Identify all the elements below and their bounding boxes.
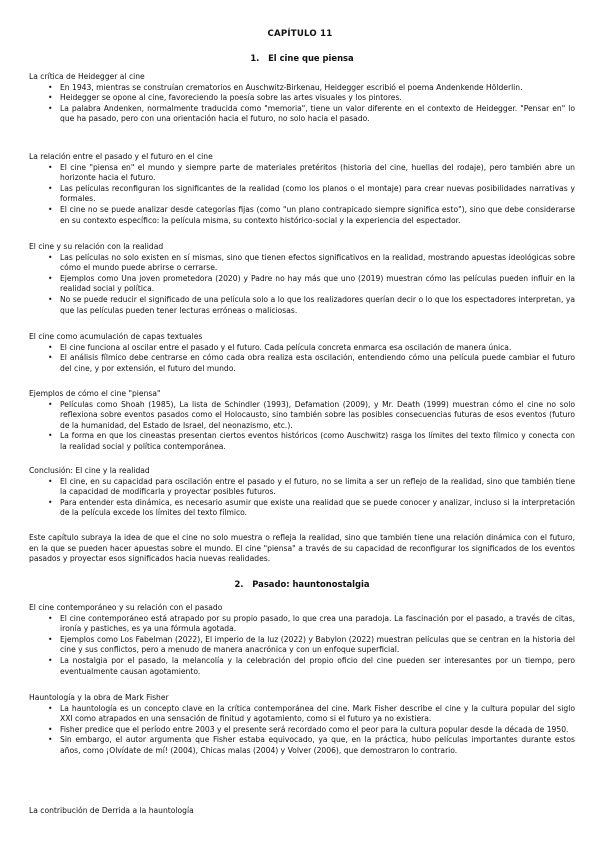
group-realidad (29, 242, 575, 316)
group-heading: El cine como acumulación de capas textuales (29, 332, 203, 341)
section-1-title (29, 53, 575, 64)
list-item: • Películas como Shoah (1985), La lista de Schindler (1993), Defamation (2009), y Mr. Death (1999) muestran cómo el cine no solo reflexiona sobre eventos pasados como el Holocausto, sino también sobre las posibles consecuencias futuras de esos eventos (futuro de la humanidad, del Estado de Israel, del neonazismo, etc.). (60, 400, 575, 432)
group-hauntologia (29, 693, 575, 757)
list-item: • La forma en que los cineastas presentan ciertos eventos históricos (como Auschwitz) rasga los límites del texto fílmico y conecta con la realidad social y política contemporánea. (60, 431, 575, 452)
group-heading: El cine y su relación con la realidad (29, 242, 164, 251)
group-heading: Ejemplos de cómo el cine "piensa" (29, 389, 161, 398)
list-item: • No se puede reducir el significado de una película solo a lo que los realizadores querían decir o lo que los espectadores interpretan, ya que las películas pueden tener lecturas erróneas o maliciosas. (60, 295, 575, 316)
list-item: • Ejemplos como Una joven prometedora (2020) y Padre no hay más que uno (2019) muestran cómo las películas pueden influir en la realidad social y política. (60, 274, 575, 295)
final-heading: La contribución de Derrida a la hauntología (29, 806, 194, 815)
section-2-header (29, 579, 575, 590)
bullet-list (29, 163, 575, 227)
bullet-list (29, 253, 575, 317)
group-capas (29, 332, 575, 374)
bullet-list (29, 704, 575, 757)
list-item: • La palabra Andenken, normalmente traducida como "memoria", tiene un valor diferente en el contexto de Heidegger. "Pensar en" lo que ha pasado, pero con una orientación hacia el futuro, no solo hacia el pasado. (60, 104, 575, 125)
group-heading: Hauntología y la obra de Mark Fisher (29, 693, 169, 702)
list-item: • La hauntología es un concepto clave en la crítica contemporánea del cine. Mark Fisher describe el cine y la cultura popular del siglo XXI como atrapados en una sensación de finitud y agotamiento, como si el futuro ya no existiera. (60, 704, 575, 725)
group-conclusion (29, 466, 575, 519)
list-item: • El cine no se puede analizar desde categorías fijas (como "un plano contrapicado siempre significa esto"), sino que debe considerarse en su contexto específico: la película misma, su contexto histórico-social y la experiencia del espectador. (60, 205, 575, 226)
list-item: • El análisis fílmico debe centrarse en cómo cada obra realiza esta oscilación, entendiendo cómo una película puede cambiar el futuro del cine, y por extensión, el futuro del mundo. (60, 353, 575, 374)
section-1-title-text: El cine que piensa (268, 53, 354, 63)
list-item: • Fisher predice que el período entre 2003 y el presente será recordado como el peor para la cultura popular desde la década de 1950. (60, 725, 575, 736)
section-1-header (29, 53, 575, 64)
section-2-title-text: Pasado: hauntonostalgia (252, 579, 370, 589)
group-heidegger (29, 72, 575, 125)
section-1-number: 1. (250, 53, 260, 63)
final-heading-block (29, 806, 575, 817)
bullet-list (29, 83, 575, 125)
bullet-list (29, 343, 575, 375)
group-cine-contemporaneo (29, 603, 575, 677)
group-ejemplos (29, 389, 575, 453)
list-item: • Ejemplos como Los Fabelman (2022), El imperio de la luz (2022) y Babylon (2022) muestran películas que se centran en la historia del cine y sus conflictos, pero a menudo de manera anacrónica y con un enfoque superficial. (60, 635, 575, 656)
group-heading: La relación entre el pasado y el futuro en el cine (29, 152, 213, 161)
list-item: • El cine "piensa en" el mundo y siempre parte de materiales pretéritos (historia del cine, huellas del rodaje), pero también abre un horizonte hacia el futuro. (60, 163, 575, 184)
list-item: • El cine contemporáneo está atrapado por su propio pasado, lo que crea una paradoja. La fascinación por el pasado, a través de citas, ironía y pastiches, es ya una fórmula agotada. (60, 614, 575, 635)
section-2-number: 2. (234, 579, 244, 589)
summary-paragraph: Este capítulo subraya la idea de que el cine no solo muestra o refleja la realidad, sino que también tiene una relación dinámica con el futuro, en la que se pueden hacer apuestas sobre el mundo. El cine "piensa" a través de su capacidad de reconfigurar los significados de los eventos pasados y proyectar esos significados hacia nuevas realidades. (29, 533, 575, 564)
bullet-list (29, 400, 575, 453)
group-heading: El cine contemporáneo y su relación con el pasado (29, 603, 223, 612)
list-item: • La nostalgia por el pasado, la melancolía y la celebración del propio oficio del cine pueden ser interesantes por un tiempo, pero eventualmente causan agotamiento. (60, 656, 575, 677)
group-heading: Conclusión: El cine y la realidad (29, 466, 150, 475)
list-item: • El cine, en su capacidad para oscilación entre el pasado y el futuro, no se limita a ser un reflejo de la realidad, sino que también tiene la capacidad de modificarla y proyectar posibles futuros. (60, 477, 575, 498)
list-item: • Heidegger se opone al cine, favoreciendo la poesía sobre las artes visuales y los pintores. (60, 93, 575, 104)
bullet-list (29, 614, 575, 678)
list-item: • En 1943, mientras se construían crematorios en Auschwitz-Birkenau, Heidegger escribió el poema Andenkende Hölderlin. (60, 83, 575, 94)
group-heading: La crítica de Heidegger al cine (29, 72, 145, 81)
list-item: • Las películas reconfiguran los significantes de la realidad (como los planos o el montaje) para crear nuevas posibilidades narrativas y formales. (60, 184, 575, 205)
summary-block (29, 533, 575, 565)
group-pasado-futuro (29, 152, 575, 226)
list-item: • Para entender esta dinámica, es necesario asumir que existe una realidad que se puede conocer y analizar, incluso si la interpretación de la película excede los límites del texto fílmico. (60, 498, 575, 519)
list-item: • Sin embargo, el autor argumenta que Fisher estaba equivocado, ya que, en la práctica, hubo películas importantes durante estos años, como ¡Olvídate de mí! (2004), Chicas malas (2004) y Volver (2006), que demostraron lo contrario. (60, 735, 575, 756)
chapter-title: CAPÍTULO 11 (267, 29, 333, 39)
list-item: • El cine funciona al oscilar entre el pasado y el futuro. Cada película concreta enmarca esa oscilación de manera única. (60, 343, 575, 354)
bullet-list (29, 477, 575, 519)
list-item: • Las películas no solo existen en sí mismas, sino que tienen efectos significativos en la realidad, mostrando apuestas ideológicas sobre cómo el mundo puede abrirse o cerrarse. (60, 253, 575, 274)
section-2-title (29, 579, 575, 590)
